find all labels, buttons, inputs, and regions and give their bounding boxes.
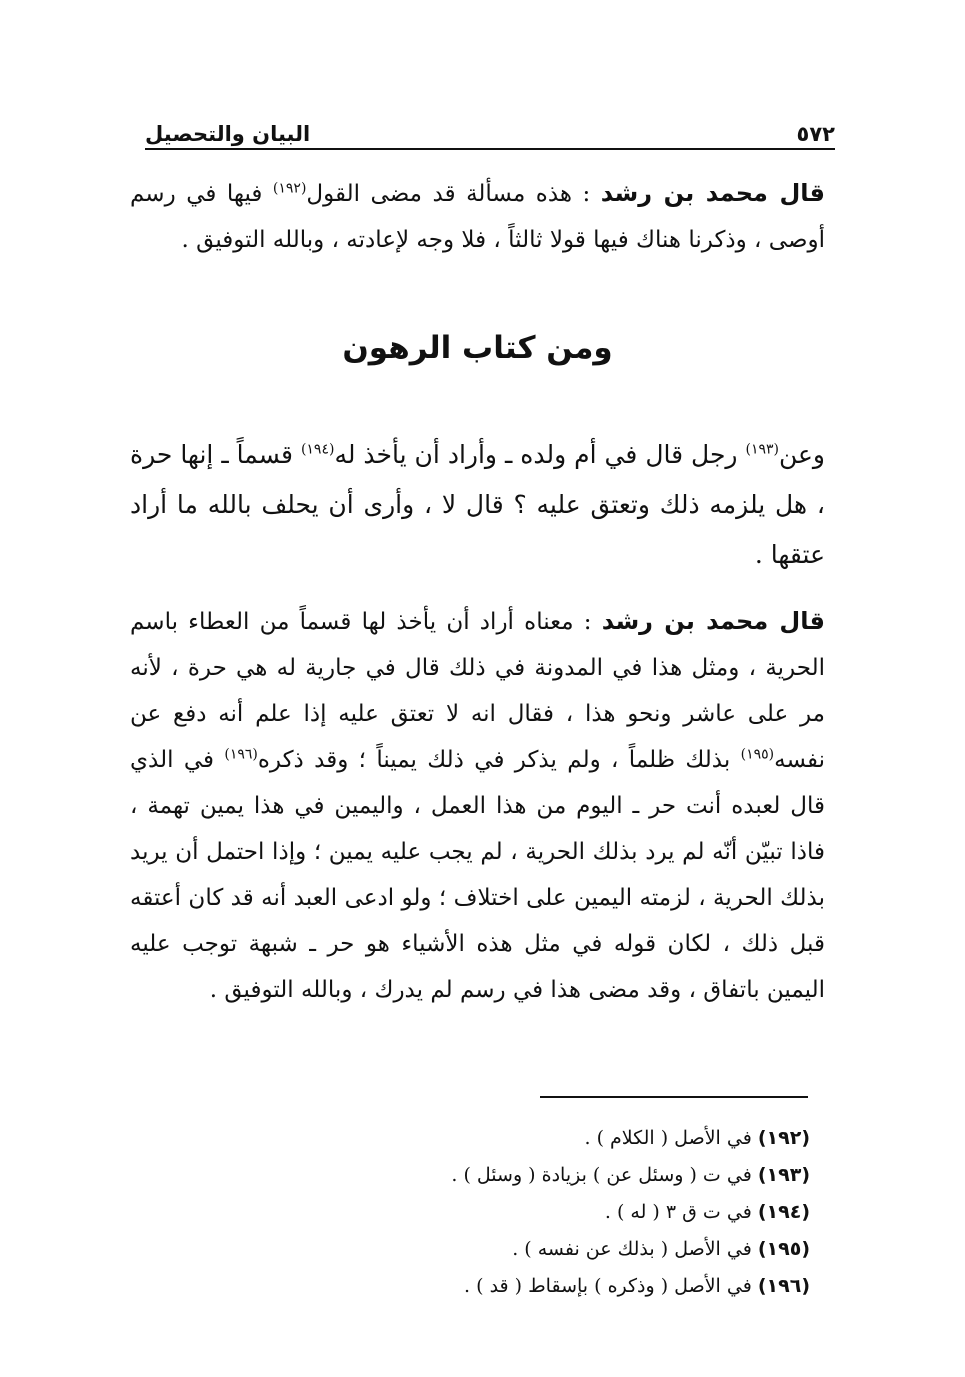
footnote-separator xyxy=(540,1096,808,1098)
footnote-text: في الأصل ( بذلك عن نفسه ) . xyxy=(512,1238,758,1260)
running-header xyxy=(145,112,835,146)
footnote-item xyxy=(420,1231,810,1268)
footnote-number: (١٩٥) xyxy=(757,1238,810,1260)
footnote-text: في الأصل ( وذكره ) بإسقاط ( قد ) . xyxy=(464,1275,758,1297)
paragraph-text: فيها في رسم أوصى ، وذكرنا هناك فيها قولا ثالثاً ، فلا وجه لإعادته ، وبالله التوفيق . xyxy=(130,181,825,253)
paragraph-text: رجل قال في أم ولده ـ وأراد أن يأخذ له xyxy=(334,440,746,469)
footnote-text: في الأصل ( الكلام ) . xyxy=(584,1127,758,1149)
footnote-number: (١٩٦) xyxy=(757,1275,810,1297)
footnote-ref: (١٩٦) xyxy=(224,746,258,763)
paragraph-text: قسماً ـ إنها حرة ، هل يلزمه ذلك وتعتق عليه ؟ قال لا ، وأرى أن يحلف بالله ما أراد عتقها . xyxy=(130,440,825,569)
footnote-text: في ت ( وسئل عن ) بزيادة ( وسئل ) . xyxy=(451,1164,758,1186)
footnote-ref: (١٩٥) xyxy=(740,746,775,763)
footnote-item xyxy=(420,1120,810,1157)
header-rule xyxy=(145,148,835,150)
footnote-ref: (١٩٢) xyxy=(272,180,307,197)
paragraph-text: في الذي قال لعبده أنت حر ـ اليوم من هذا العمل ، واليمين في هذا يمين تهمة ، فاذا تبيّن أنّه لم يرد بذلك الحرية ، لم يجب عليه يمين ؛ وإذا احتمل أن يريد بذلك الحرية ، لزمته اليمين على اختلاف ؛ ولو ادعى العبد أنه قد كان أعتقه قبل ذلك ، لكان قوله في مثل هذه الأشياء هو حر ـ شبهة توجب عليه اليمين باتفاق ، وقد مضى هذا في رسم لم يدرك ، وبالله التوفيق . xyxy=(130,747,825,1003)
speaker-label: قال محمد بن رشد xyxy=(601,607,825,635)
question-paragraph xyxy=(130,430,825,580)
paragraph-text: وعن xyxy=(778,440,825,469)
footnotes-list xyxy=(420,1120,810,1305)
paragraph-text: بذلك ظلماً ، ولم يذكر في ذلك يميناً ؛ وقد ذكره xyxy=(257,747,741,773)
footnote-number: (١٩٤) xyxy=(757,1201,810,1223)
page-number: ٥٧٢ xyxy=(796,122,835,146)
commentary-paragraph-1 xyxy=(130,170,825,263)
footnote-item xyxy=(420,1194,810,1231)
footnote-item xyxy=(420,1268,810,1305)
footnote-item xyxy=(420,1157,810,1194)
footnote-number: (١٩٣) xyxy=(757,1164,810,1186)
footnote-ref: (١٩٣) xyxy=(745,441,779,458)
footnote-number: (١٩٢) xyxy=(757,1127,810,1149)
footnote-text: في ت ق ٣ ( له ) . xyxy=(604,1201,758,1223)
section-heading: ومن كتاب الرهون xyxy=(342,330,613,366)
commentary-paragraph-2 xyxy=(130,598,825,1013)
paragraph-text: : هذه مسألة قد مضى القول xyxy=(306,181,601,207)
speaker-label: قال محمد بن رشد xyxy=(600,179,826,207)
footnote-ref: (١٩٤) xyxy=(300,441,335,458)
paragraph-text: : معناه أراد أن يأخذ لها قسماً من العطاء باسم الحرية ، ومثل هذا في المدونة في ذلك قال في جارية له هي حرة ، لأنه مر على عاشر ونحو هذا ، فقال انه لا تعتق عليه إذا علم أنه دفع عن نفسه xyxy=(130,609,826,773)
book-title: البيان والتحصيل xyxy=(145,122,311,146)
